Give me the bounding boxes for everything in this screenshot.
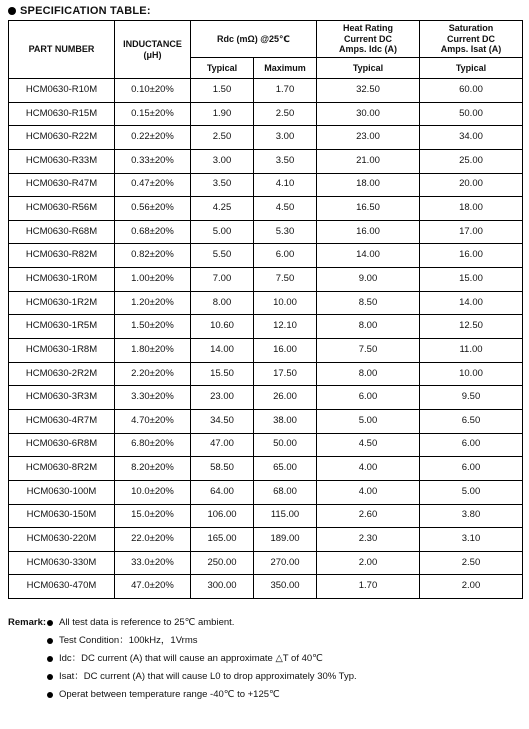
- header-sat-typical: Typical: [420, 58, 523, 79]
- table-row: [9, 409, 523, 433]
- header-rdc-typical: Typical: [191, 58, 254, 79]
- cell-part-number: HCM0630-R22M: [9, 126, 115, 150]
- remark-item: [47, 668, 357, 686]
- cell-inductance: 0.56±20%: [115, 197, 191, 221]
- cell-idc-typical: 9.00: [317, 268, 420, 292]
- cell-isat-typical: 3.80: [420, 504, 523, 528]
- cell-part-number: HCM0630-100M: [9, 480, 115, 504]
- cell-rdc-maximum: 2.50: [254, 102, 317, 126]
- cell-rdc-maximum: 26.00: [254, 386, 317, 410]
- cell-isat-typical: 6.00: [420, 433, 523, 457]
- cell-rdc-maximum: 68.00: [254, 480, 317, 504]
- cell-part-number: HCM0630-3R3M: [9, 386, 115, 410]
- cell-part-number: HCM0630-150M: [9, 504, 115, 528]
- header-inductance-line1: INDUCTANCE: [123, 39, 182, 50]
- cell-part-number: HCM0630-1R0M: [9, 268, 115, 292]
- header-heat-line3: Amps. Idc (A): [338, 44, 397, 55]
- cell-inductance: 1.20±20%: [115, 291, 191, 315]
- cell-part-number: HCM0630-8R2M: [9, 457, 115, 481]
- cell-inductance: 1.50±20%: [115, 315, 191, 339]
- header-rdc-maximum: Maximum: [254, 58, 317, 79]
- cell-part-number: HCM0630-R68M: [9, 220, 115, 244]
- remark-text: Idc：DC current (A) that will cause an approximate △T of 40℃: [59, 653, 323, 664]
- cell-rdc-typical: 3.00: [191, 149, 254, 173]
- cell-idc-typical: 1.70: [317, 575, 420, 599]
- cell-part-number: HCM0630-6R8M: [9, 433, 115, 457]
- cell-isat-typical: 3.10: [420, 528, 523, 552]
- remark-text: All test data is reference to 25℃ ambient.: [59, 617, 235, 628]
- remark-item: [47, 650, 323, 668]
- cell-rdc-typical: 23.00: [191, 386, 254, 410]
- cell-idc-typical: 5.00: [317, 409, 420, 433]
- cell-idc-typical: 2.30: [317, 528, 420, 552]
- bullet-icon: [47, 638, 53, 644]
- bullet-icon: [47, 656, 53, 662]
- cell-rdc-maximum: 17.50: [254, 362, 317, 386]
- header-part-number: PART NUMBER: [9, 21, 115, 79]
- cell-rdc-maximum: 16.00: [254, 339, 317, 363]
- cell-part-number: HCM0630-1R8M: [9, 339, 115, 363]
- remark-label: Remark:: [8, 617, 47, 628]
- header-inductance: [115, 21, 191, 79]
- cell-inductance: 15.0±20%: [115, 504, 191, 528]
- cell-inductance: 4.70±20%: [115, 409, 191, 433]
- cell-part-number: HCM0630-4R7M: [9, 409, 115, 433]
- table-row: [9, 149, 523, 173]
- cell-rdc-typical: 1.90: [191, 102, 254, 126]
- cell-idc-typical: 2.00: [317, 551, 420, 575]
- remark-text: Isat：DC current (A) that will cause L0 to drop approximately 30% Typ.: [59, 671, 357, 682]
- cell-idc-typical: 21.00: [317, 149, 420, 173]
- cell-isat-typical: 20.00: [420, 173, 523, 197]
- table-row: [9, 79, 523, 103]
- cell-isat-typical: 25.00: [420, 149, 523, 173]
- cell-rdc-typical: 5.00: [191, 220, 254, 244]
- table-row: [9, 575, 523, 599]
- header-sat-line3: Amps. Isat (A): [440, 44, 502, 55]
- table-row: [9, 504, 523, 528]
- table-row: [9, 291, 523, 315]
- cell-inductance: 0.15±20%: [115, 102, 191, 126]
- cell-rdc-typical: 1.50: [191, 79, 254, 103]
- remark-item: [47, 632, 198, 650]
- cell-idc-typical: 16.00: [317, 220, 420, 244]
- cell-idc-typical: 32.50: [317, 79, 420, 103]
- cell-rdc-maximum: 1.70: [254, 79, 317, 103]
- cell-rdc-typical: 58.50: [191, 457, 254, 481]
- remark-section: [8, 614, 522, 704]
- cell-inductance: 0.68±20%: [115, 220, 191, 244]
- header-sat-line2: Current DC: [446, 33, 495, 44]
- header-saturation: [420, 21, 523, 58]
- header-inductance-unit: (μH): [143, 49, 162, 60]
- table-row: [9, 362, 523, 386]
- cell-rdc-typical: 8.00: [191, 291, 254, 315]
- cell-part-number: HCM0630-R15M: [9, 102, 115, 126]
- cell-idc-typical: 16.50: [317, 197, 420, 221]
- cell-inductance: 47.0±20%: [115, 575, 191, 599]
- cell-inductance: 8.20±20%: [115, 457, 191, 481]
- table-row: [9, 197, 523, 221]
- cell-part-number: HCM0630-1R5M: [9, 315, 115, 339]
- cell-inductance: 0.47±20%: [115, 173, 191, 197]
- cell-rdc-maximum: 38.00: [254, 409, 317, 433]
- cell-inductance: 10.0±20%: [115, 480, 191, 504]
- cell-rdc-maximum: 115.00: [254, 504, 317, 528]
- cell-inductance: 1.80±20%: [115, 339, 191, 363]
- cell-rdc-maximum: 12.10: [254, 315, 317, 339]
- table-row: [9, 386, 523, 410]
- cell-rdc-typical: 64.00: [191, 480, 254, 504]
- cell-rdc-typical: 47.00: [191, 433, 254, 457]
- remark-item: [47, 614, 234, 632]
- cell-isat-typical: 12.50: [420, 315, 523, 339]
- table-row: [9, 339, 523, 363]
- cell-rdc-maximum: 4.50: [254, 197, 317, 221]
- cell-idc-typical: 8.00: [317, 315, 420, 339]
- spec-table-title: [8, 5, 151, 17]
- cell-rdc-maximum: 3.00: [254, 126, 317, 150]
- cell-isat-typical: 60.00: [420, 79, 523, 103]
- cell-part-number: HCM0630-R33M: [9, 149, 115, 173]
- cell-idc-typical: 4.50: [317, 433, 420, 457]
- cell-idc-typical: 30.00: [317, 102, 420, 126]
- cell-isat-typical: 6.50: [420, 409, 523, 433]
- table-row: [9, 551, 523, 575]
- cell-rdc-maximum: 270.00: [254, 551, 317, 575]
- cell-isat-typical: 15.00: [420, 268, 523, 292]
- header-heat-line2: Current DC: [343, 33, 392, 44]
- cell-rdc-typical: 4.25: [191, 197, 254, 221]
- remark-item: [47, 686, 280, 704]
- cell-rdc-typical: 250.00: [191, 551, 254, 575]
- cell-idc-typical: 14.00: [317, 244, 420, 268]
- cell-part-number: HCM0630-1R2M: [9, 291, 115, 315]
- cell-idc-typical: 2.60: [317, 504, 420, 528]
- table-body: [9, 79, 523, 599]
- cell-rdc-maximum: 50.00: [254, 433, 317, 457]
- cell-inductance: 0.33±20%: [115, 149, 191, 173]
- cell-rdc-typical: 5.50: [191, 244, 254, 268]
- cell-rdc-typical: 7.00: [191, 268, 254, 292]
- table-row: [9, 528, 523, 552]
- cell-inductance: 22.0±20%: [115, 528, 191, 552]
- cell-inductance: 0.82±20%: [115, 244, 191, 268]
- cell-part-number: HCM0630-2R2M: [9, 362, 115, 386]
- cell-idc-typical: 8.00: [317, 362, 420, 386]
- cell-part-number: HCM0630-R82M: [9, 244, 115, 268]
- cell-isat-typical: 11.00: [420, 339, 523, 363]
- table-row: [9, 173, 523, 197]
- cell-isat-typical: 17.00: [420, 220, 523, 244]
- cell-inductance: 2.20±20%: [115, 362, 191, 386]
- header-rdc: Rdc (mΩ) @25℃: [191, 21, 317, 58]
- cell-isat-typical: 10.00: [420, 362, 523, 386]
- cell-rdc-typical: 2.50: [191, 126, 254, 150]
- cell-rdc-typical: 300.00: [191, 575, 254, 599]
- table-row: [9, 126, 523, 150]
- remark-text: Test Condition：100kHz，1Vrms: [59, 635, 198, 646]
- cell-rdc-maximum: 350.00: [254, 575, 317, 599]
- cell-isat-typical: 5.00: [420, 480, 523, 504]
- specification-table: [8, 20, 523, 599]
- cell-rdc-typical: 34.50: [191, 409, 254, 433]
- table-row: [9, 268, 523, 292]
- cell-part-number: HCM0630-470M: [9, 575, 115, 599]
- cell-inductance: 33.0±20%: [115, 551, 191, 575]
- cell-idc-typical: 4.00: [317, 480, 420, 504]
- table-row: [9, 480, 523, 504]
- cell-rdc-maximum: 3.50: [254, 149, 317, 173]
- cell-rdc-maximum: 4.10: [254, 173, 317, 197]
- cell-isat-typical: 6.00: [420, 457, 523, 481]
- cell-part-number: HCM0630-R47M: [9, 173, 115, 197]
- cell-isat-typical: 18.00: [420, 197, 523, 221]
- bullet-icon: [8, 7, 16, 15]
- cell-rdc-typical: 3.50: [191, 173, 254, 197]
- table-row: [9, 315, 523, 339]
- cell-idc-typical: 7.50: [317, 339, 420, 363]
- header-sat-line1: Saturation: [448, 23, 494, 34]
- bullet-icon: [47, 674, 53, 680]
- cell-isat-typical: 9.50: [420, 386, 523, 410]
- cell-inductance: 0.10±20%: [115, 79, 191, 103]
- cell-inductance: 6.80±20%: [115, 433, 191, 457]
- table-row: [9, 220, 523, 244]
- cell-rdc-typical: 14.00: [191, 339, 254, 363]
- remark-text: Operat between temperature range -40℃ to +125℃: [59, 689, 280, 700]
- cell-idc-typical: 4.00: [317, 457, 420, 481]
- cell-isat-typical: 14.00: [420, 291, 523, 315]
- cell-idc-typical: 8.50: [317, 291, 420, 315]
- cell-rdc-typical: 10.60: [191, 315, 254, 339]
- header-heat-line1: Heat Rating: [342, 23, 393, 34]
- cell-inductance: 0.22±20%: [115, 126, 191, 150]
- cell-inductance: 3.30±20%: [115, 386, 191, 410]
- cell-rdc-maximum: 10.00: [254, 291, 317, 315]
- bullet-icon: [47, 692, 53, 698]
- table-row: [9, 102, 523, 126]
- cell-idc-typical: 18.00: [317, 173, 420, 197]
- cell-rdc-maximum: 6.00: [254, 244, 317, 268]
- cell-idc-typical: 23.00: [317, 126, 420, 150]
- cell-rdc-maximum: 189.00: [254, 528, 317, 552]
- cell-part-number: HCM0630-R10M: [9, 79, 115, 103]
- cell-idc-typical: 6.00: [317, 386, 420, 410]
- cell-rdc-maximum: 5.30: [254, 220, 317, 244]
- cell-part-number: HCM0630-R56M: [9, 197, 115, 221]
- cell-rdc-typical: 106.00: [191, 504, 254, 528]
- header-heat-rating: [317, 21, 420, 58]
- table-row: [9, 457, 523, 481]
- cell-part-number: HCM0630-220M: [9, 528, 115, 552]
- cell-rdc-typical: 15.50: [191, 362, 254, 386]
- cell-isat-typical: 2.00: [420, 575, 523, 599]
- cell-rdc-typical: 165.00: [191, 528, 254, 552]
- cell-isat-typical: 2.50: [420, 551, 523, 575]
- table-row: [9, 433, 523, 457]
- cell-rdc-maximum: 65.00: [254, 457, 317, 481]
- table-row: [9, 244, 523, 268]
- cell-isat-typical: 50.00: [420, 102, 523, 126]
- header-heat-typical: Typical: [317, 58, 420, 79]
- cell-inductance: 1.00±20%: [115, 268, 191, 292]
- cell-isat-typical: 16.00: [420, 244, 523, 268]
- title-text: SPECIFICATION TABLE:: [20, 5, 151, 17]
- cell-part-number: HCM0630-330M: [9, 551, 115, 575]
- cell-isat-typical: 34.00: [420, 126, 523, 150]
- bullet-icon: [47, 620, 53, 626]
- cell-rdc-maximum: 7.50: [254, 268, 317, 292]
